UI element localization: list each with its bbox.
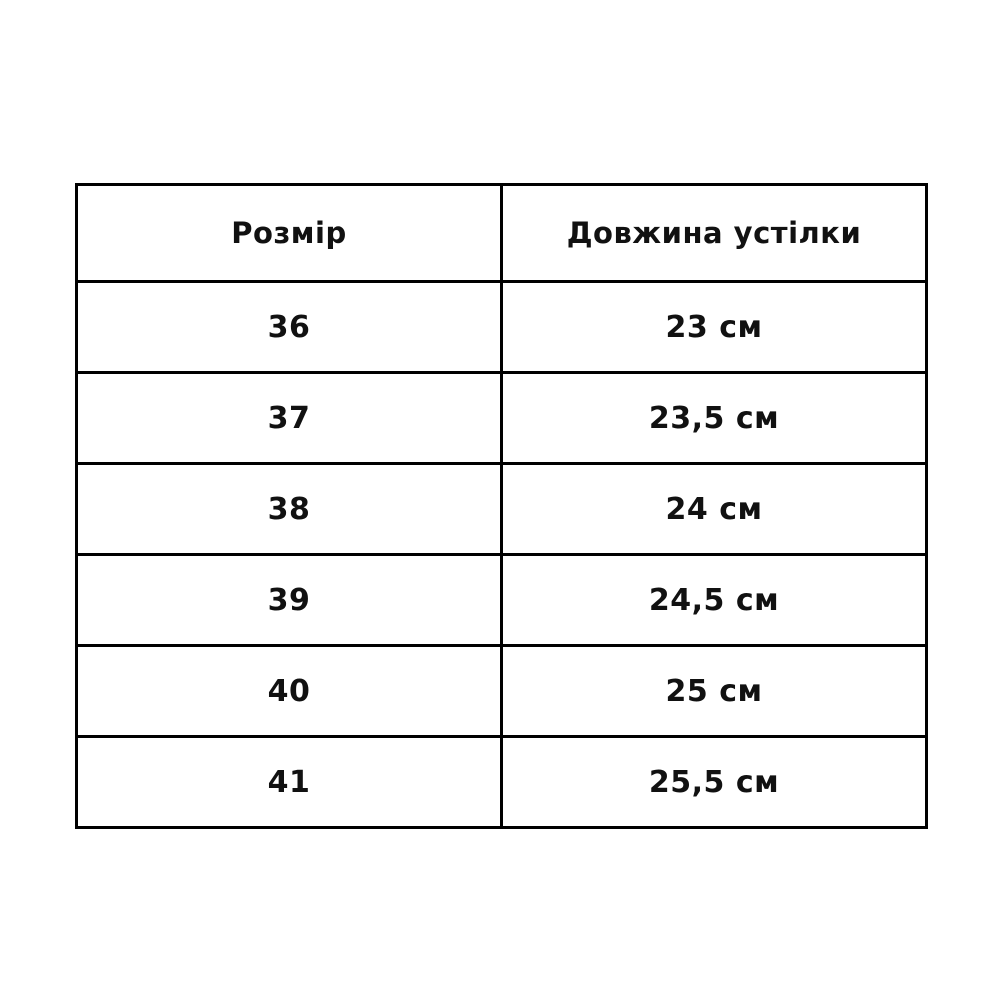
table-row	[77, 737, 927, 828]
size-table-container	[75, 183, 925, 829]
table-row	[77, 373, 927, 464]
size-table-head	[77, 185, 927, 282]
cell-size: 36	[77, 282, 502, 373]
cell-length: 25 см	[502, 646, 927, 737]
cell-size: 37	[77, 373, 502, 464]
table-header-row	[77, 185, 927, 282]
cell-length: 23 см	[502, 282, 927, 373]
cell-length: 25,5 см	[502, 737, 927, 828]
table-row	[77, 282, 927, 373]
cell-length: 24 см	[502, 464, 927, 555]
column-header-length: Довжина устілки	[502, 185, 927, 282]
column-header-size: Розмір	[77, 185, 502, 282]
size-table	[75, 183, 928, 829]
cell-length: 24,5 см	[502, 555, 927, 646]
size-table-body	[77, 282, 927, 828]
table-row	[77, 646, 927, 737]
cell-size: 41	[77, 737, 502, 828]
cell-size: 40	[77, 646, 502, 737]
table-row	[77, 464, 927, 555]
table-row	[77, 555, 927, 646]
cell-length: 23,5 см	[502, 373, 927, 464]
cell-size: 38	[77, 464, 502, 555]
cell-size: 39	[77, 555, 502, 646]
